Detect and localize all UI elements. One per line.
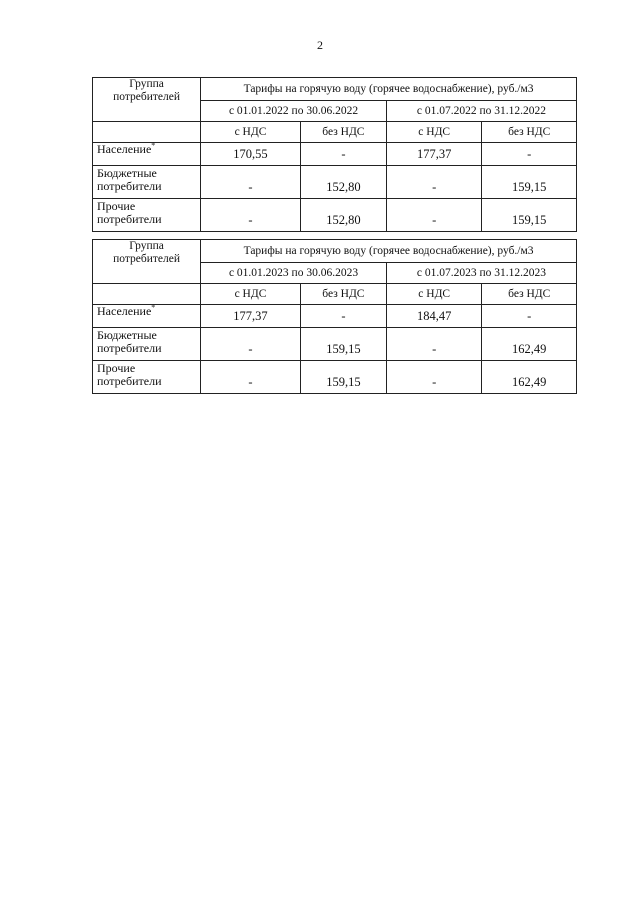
value-cell: 170,55 [201,143,301,166]
value-cell: - [386,199,482,232]
empty-header-cell [93,284,201,305]
period-header: с 01.01.2023 по 30.06.2023 [201,263,387,284]
value-cell: 162,49 [482,328,577,361]
value-cell: 162,49 [482,361,577,394]
row-label [93,199,201,232]
period-header: с 01.07.2022 по 31.12.2022 [386,101,576,122]
value-cell: 159,15 [482,166,577,199]
value-cell: - [300,143,386,166]
col-header-novat: без НДС [482,284,577,305]
value-cell: - [386,166,482,199]
col-header-novat: без НДС [482,122,577,143]
footnote-mark: * [151,303,156,312]
table-row [93,361,577,394]
group-header-line-2: потребителей [113,253,181,265]
value-cell: 177,37 [201,305,301,328]
row-label [93,305,201,328]
row-label-line-1: Бюджетные [97,166,157,180]
row-label-line-2: потребители [97,341,162,355]
value-cell: - [201,199,301,232]
group-header-line-2: потребителей [113,91,181,103]
tariff-table-2023 [92,239,577,394]
value-cell: - [201,166,301,199]
value-cell: - [201,328,301,361]
tariff-table-2022 [92,77,577,232]
value-cell: 159,15 [482,199,577,232]
value-cell: 177,37 [386,143,482,166]
empty-header-cell [93,122,201,143]
table-row [93,305,577,328]
page-number: 2 [317,38,323,52]
row-label-line-1: Прочие [97,361,136,375]
value-cell: - [482,143,577,166]
group-header-line-1: Группа [129,78,164,90]
table-row [93,199,577,232]
value-cell: 184,47 [386,305,482,328]
col-header-novat: без НДС [300,284,386,305]
table-row [93,166,577,199]
value-cell: - [300,305,386,328]
tariff-title: Тарифы на горячую воду (горячее водоснабжение), руб./м3 [201,240,577,263]
row-label-text: Население [97,142,152,156]
group-header-line-1: Группа [129,240,164,252]
value-cell: 159,15 [300,328,386,361]
value-cell: - [482,305,577,328]
value-cell: - [201,361,301,394]
value-cell: - [386,361,482,394]
row-label-line-1: Прочие [97,199,136,213]
row-label [93,143,201,166]
row-label-line-2: потребители [97,374,162,388]
group-header-cell [93,78,201,122]
col-header-vat: с НДС [386,284,482,305]
tariff-title: Тарифы на горячую воду (горячее водоснабжение), руб./м3 [201,78,577,101]
col-header-vat: с НДС [201,284,301,305]
table-row [93,328,577,361]
period-header: с 01.01.2022 по 30.06.2022 [201,101,387,122]
period-header: с 01.07.2023 по 31.12.2023 [386,263,576,284]
value-cell: 152,80 [300,166,386,199]
row-label-line-2: потребители [97,179,162,193]
row-label-line-2: потребители [97,212,162,226]
row-label [93,361,201,394]
row-label-line-1: Бюджетные [97,328,157,342]
value-cell: 152,80 [300,199,386,232]
col-header-vat: с НДС [386,122,482,143]
value-cell: - [386,328,482,361]
row-label [93,328,201,361]
table-row [93,143,577,166]
value-cell: 159,15 [300,361,386,394]
row-label-text: Население [97,304,152,318]
group-header-cell [93,240,201,284]
col-header-vat: с НДС [201,122,301,143]
col-header-novat: без НДС [300,122,386,143]
footnote-mark: * [151,141,156,150]
row-label [93,166,201,199]
